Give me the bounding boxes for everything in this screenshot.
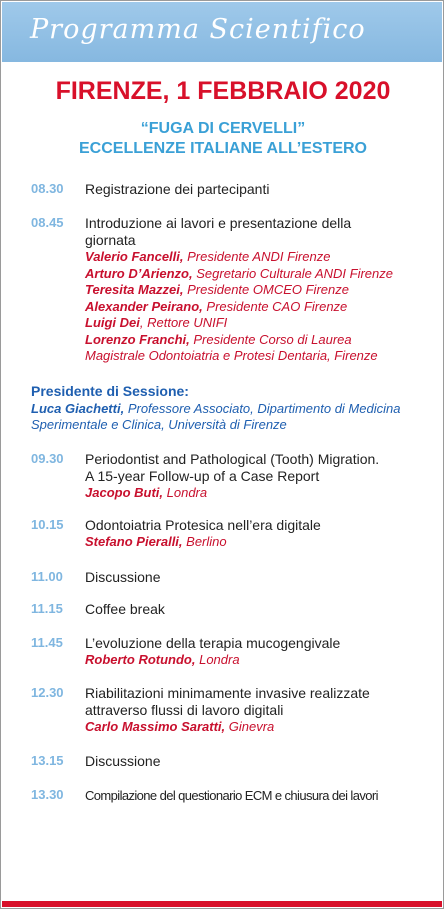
speaker-name: Carlo Massimo Saratti, (85, 719, 226, 734)
schedule-title (85, 215, 435, 249)
speaker-name: Roberto Rotundo, (85, 652, 196, 667)
speaker-role: Magistrale Odontoiatria e Protesi Dentaria, Firenze (85, 348, 378, 363)
schedule-title-line: Riabilitazioni minimamente invasive realizzate (85, 685, 370, 701)
speaker-name: Luigi Dei (85, 315, 140, 330)
speaker-role: Londra (195, 652, 240, 667)
speaker-entry (85, 534, 435, 551)
speaker-list (85, 719, 435, 736)
speaker-name: Lorenzo Franchi, (85, 331, 190, 347)
speaker-entry (85, 249, 435, 266)
speaker-name: Valerio Fancelli, (85, 249, 184, 264)
speaker-entry (85, 485, 435, 502)
speaker-role: Presidente ANDI Firenze (183, 249, 331, 264)
speaker-list (85, 652, 435, 669)
speaker-role: Presidente Corso di Laurea (189, 331, 352, 347)
chair-name: Luca Giachetti, (31, 401, 125, 416)
session-heading: Presidente di Sessione: (31, 383, 189, 399)
schedule-title (85, 601, 435, 618)
schedule-time: 11.45 (31, 635, 63, 650)
speaker-entry (85, 332, 435, 349)
speaker-role: Presidente OMCEO Firenze (183, 282, 349, 297)
speaker-entry (85, 315, 435, 332)
schedule-title-line: Compilazione del questionario ECM e chiusura dei lavori (85, 788, 378, 803)
header-title: Programma Scientifico (30, 14, 366, 45)
schedule-title-line: Periodontist and Pathological (Tooth) Migration. (85, 451, 380, 467)
speaker-role: , Rettore UNIFI (139, 315, 228, 330)
schedule-time: 11.15 (31, 601, 63, 616)
speaker-entry (85, 348, 435, 365)
schedule-time: 10.15 (31, 517, 64, 532)
speaker-name: Alexander Peirano, (85, 298, 203, 314)
speaker-role: Ginevra (225, 719, 275, 734)
speaker-name: Stefano Pieralli, (85, 534, 183, 549)
event-subtitle-line2: ECCELLENZE ITALIANE ALL’ESTERO (78, 140, 367, 157)
bottom-accent-bar (2, 901, 442, 907)
speaker-entry (85, 652, 435, 669)
event-title: FIRENZE, 1 FEBBRAIO 2020 (55, 77, 391, 105)
speaker-role: Segretario Culturale ANDI Firenze (192, 265, 394, 281)
schedule-time: 13.30 (31, 787, 64, 802)
schedule-title (85, 685, 435, 719)
speaker-name: Teresita Mazzei, (85, 282, 184, 297)
schedule-title (85, 451, 435, 485)
schedule-time: 13.15 (31, 753, 64, 768)
speaker-list (85, 485, 435, 502)
speaker-list (85, 534, 435, 551)
schedule-title-line: A 15-year Follow-up of a Case Report (85, 468, 320, 484)
speaker-entry (85, 282, 435, 299)
speaker-role: Berlino (182, 534, 227, 549)
schedule-title-line: Discussione (85, 753, 161, 769)
schedule-title (85, 181, 435, 198)
schedule-time: 11.00 (31, 569, 63, 584)
schedule-title (85, 635, 435, 652)
schedule-time: 09.30 (31, 451, 64, 466)
event-subtitle-line1: “FUGA DI CERVELLI” (140, 120, 306, 137)
schedule-title (85, 517, 435, 534)
speaker-name: Jacopo Buti, (85, 485, 164, 500)
schedule-title (85, 753, 435, 770)
schedule-time: 08.45 (31, 215, 64, 230)
session-chair (31, 401, 400, 433)
schedule-title-line: Odontoiatria Protesica nell’era digitale (85, 517, 321, 533)
speaker-role: Londra (163, 485, 208, 500)
schedule-title (85, 787, 435, 804)
chair-role: Professore Associato, Dipartimento di Medicina (124, 401, 401, 416)
speaker-entry (85, 719, 435, 736)
speaker-role: Presidente CAO Firenze (202, 298, 348, 314)
schedule-title-line: giornata (85, 232, 136, 248)
schedule-title-line: L’evoluzione della terapia mucogengivale (85, 635, 341, 651)
schedule-title (85, 569, 435, 586)
speaker-name: Arturo D’Arienzo, (85, 265, 193, 281)
schedule-title-line: Registrazione dei partecipanti (85, 181, 270, 197)
schedule-title-line: attraverso flussi di lavoro digitali (85, 702, 284, 718)
speaker-entry (85, 266, 435, 283)
speaker-list (85, 249, 435, 365)
chair-role-continued: Sperimentale e Clinica, Università di Firenze (31, 417, 287, 432)
schedule-title-line: Discussione (85, 569, 161, 585)
schedule-time: 08.30 (31, 181, 64, 196)
schedule-time: 12.30 (31, 685, 64, 700)
schedule-title-line: Coffee break (85, 601, 165, 617)
speaker-entry (85, 299, 435, 316)
schedule-title-line: Introduzione ai lavori e presentazione della (85, 215, 352, 231)
header-band (2, 2, 442, 62)
